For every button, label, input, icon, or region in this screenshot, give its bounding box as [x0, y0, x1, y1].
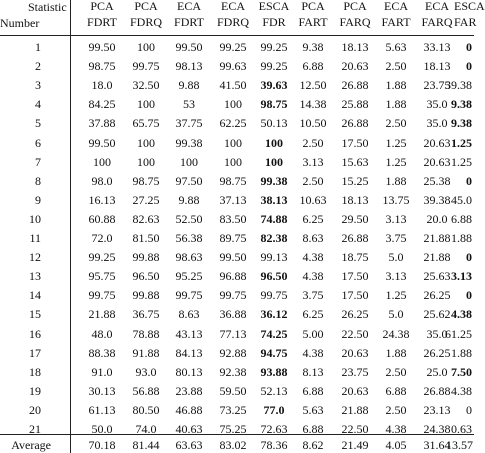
table-cell: 99.50	[88, 135, 116, 150]
table-cell: 25.38	[423, 173, 451, 188]
table-cell: 82.63	[132, 211, 160, 226]
table-cell: 1.88	[385, 173, 407, 188]
column-header-metric: FDRT	[174, 15, 204, 29]
table-cell: 72.0	[91, 231, 113, 245]
table-cell: 20.63	[423, 154, 451, 169]
table-cell: 96.50	[132, 269, 160, 284]
table-cell: 99.50	[219, 250, 247, 265]
table-cell: 17.50	[341, 135, 369, 150]
table-cell: 84.13	[175, 345, 203, 360]
column-header-metric: FDRT	[87, 15, 117, 29]
row-number: 20	[29, 402, 41, 417]
table-cell: 26.25	[341, 307, 369, 322]
table-cell: 100	[137, 135, 155, 150]
table-cell: 23.75	[423, 78, 451, 93]
table-cell: 100	[265, 135, 283, 150]
table-cell: 92.88	[219, 345, 247, 360]
table-cell: 99.63	[219, 59, 247, 74]
table-cell: 16.13	[88, 192, 116, 207]
table-cell: 1.88	[451, 231, 472, 245]
average-cell: 8.62	[302, 438, 324, 452]
table-cell: 25.88	[341, 97, 369, 112]
column-header-method: PCA	[343, 0, 367, 13]
table-cell: 1.88	[385, 345, 407, 360]
table-cell: 5.63	[385, 40, 407, 54]
table-cell: 3.13	[302, 154, 324, 169]
table-cell: 59.50	[219, 383, 247, 398]
table-cell: 98.0	[91, 173, 113, 188]
table-cell: 50.0	[91, 422, 113, 436]
table-cell: 4.38	[302, 345, 324, 360]
table-cell: 33.13	[423, 40, 451, 54]
corner-statistic-label: Statistic	[28, 0, 67, 14]
table-cell: 38.13	[260, 192, 288, 207]
table-cell: 18.13	[423, 59, 451, 74]
table-cell: 1.25	[451, 154, 472, 169]
table-cell: 9.38	[451, 116, 472, 131]
table-cell: 25.0	[426, 364, 448, 379]
table-cell: 6.25	[302, 211, 324, 226]
table-cell: 48.0	[91, 326, 113, 341]
table-cell: 24.38	[423, 422, 451, 436]
table-cell: 18.0	[91, 78, 113, 93]
row-number: 10	[29, 211, 41, 226]
header-rule	[0, 35, 474, 36]
table-cell: 46.88	[175, 402, 203, 417]
table-cell: 52.13	[260, 383, 288, 398]
table-cell: 1.88	[451, 345, 472, 360]
table-cell: 2.50	[302, 135, 324, 150]
table-cell: 9.38	[302, 40, 324, 54]
column-header-method: ECA	[425, 0, 449, 13]
row-label-divider	[70, 0, 71, 453]
table-cell: 91.88	[132, 345, 160, 360]
table-cell: 0	[466, 173, 472, 188]
table-cell: 2.50	[385, 59, 407, 74]
table-cell: 91.0	[91, 364, 113, 379]
table-cell: 98.75	[219, 173, 247, 188]
table-cell: 20.63	[341, 383, 369, 398]
table-cell: 23.13	[423, 402, 451, 417]
table-cell: 56.38	[175, 231, 203, 245]
table-cell: 100	[93, 154, 111, 169]
column-header-method: ESCA	[258, 0, 290, 13]
table-cell: 36.12	[260, 307, 288, 322]
table-cell: 89.75	[219, 231, 247, 245]
table-cell: 0	[466, 59, 472, 74]
table-cell: 6.88	[385, 383, 407, 398]
row-number: 13	[29, 269, 41, 284]
table-cell: 4.38	[385, 422, 407, 436]
table-cell: 96.50	[260, 269, 288, 284]
column-header-method: PCA	[301, 0, 325, 13]
table-cell: 37.13	[219, 192, 247, 207]
table-cell: 39.63	[260, 78, 288, 93]
column-header-method: ECA	[221, 0, 245, 13]
table-cell: 2.50	[385, 402, 407, 417]
table-cell: 15.25	[341, 173, 369, 188]
table-cell: 17.50	[341, 269, 369, 284]
average-cell: 31.64	[423, 438, 451, 452]
table-cell: 9.88	[178, 192, 200, 207]
average-cell: 83.02	[219, 438, 247, 452]
table-cell: 98.13	[175, 59, 203, 74]
row-number: 6	[35, 135, 41, 150]
table-cell: 20.63	[423, 135, 451, 150]
table-cell: 99.25	[219, 40, 247, 54]
table-cell: 40.63	[175, 422, 203, 436]
table-cell: 15.63	[341, 154, 369, 169]
table-cell: 23.75	[341, 364, 369, 379]
table-cell: 41.50	[219, 78, 247, 93]
table-cell: 0	[466, 402, 472, 417]
table-cell: 99.88	[132, 288, 160, 303]
table-cell: 74.25	[260, 326, 288, 341]
table-cell: 6.25	[302, 307, 324, 322]
average-cell: 4.05	[385, 438, 407, 452]
table-cell: 99.50	[175, 40, 203, 54]
table-cell: 6.88	[302, 422, 324, 436]
table-cell: 50.13	[260, 116, 288, 131]
table-cell: 92.38	[219, 364, 247, 379]
row-number: 18	[29, 364, 41, 379]
table-cell: 93.0	[135, 364, 157, 379]
row-number: 19	[29, 383, 41, 398]
table-cell: 39.38	[423, 192, 451, 207]
table-cell: 21.88	[423, 231, 451, 245]
row-number: 3	[35, 78, 41, 93]
table-cell: 100	[224, 97, 242, 112]
table-cell: 53	[183, 97, 195, 112]
table-cell: 61.25	[445, 326, 472, 341]
row-number: 7	[35, 154, 41, 169]
table-cell: 20.63	[341, 59, 369, 74]
table-cell: 1.25	[385, 135, 407, 150]
column-header-metric: FART	[381, 15, 411, 29]
table-cell: 35.0	[426, 97, 448, 112]
table-cell: 20.0	[426, 211, 448, 226]
average-label: Average	[11, 438, 51, 452]
row-number: 4	[35, 97, 41, 112]
table-cell: 77.13	[219, 326, 247, 341]
table-cell: 6.88	[451, 211, 472, 226]
table-cell: 0.63	[451, 422, 472, 436]
table-cell: 26.88	[341, 78, 369, 93]
column-header-metric: FDRQ	[129, 15, 162, 29]
table-cell: 99.75	[132, 59, 160, 74]
table-cell: 25.62	[423, 307, 451, 322]
table-cell: 1.88	[385, 78, 407, 93]
row-number: 8	[35, 173, 41, 188]
table-cell: 96.88	[219, 269, 247, 284]
table-cell: 26.88	[423, 383, 451, 398]
table-cell: 5.63	[302, 402, 324, 417]
table-cell: 100	[224, 135, 242, 150]
table-cell: 10.50	[299, 116, 327, 131]
row-number: 1	[35, 40, 41, 54]
table-cell: 100	[265, 154, 283, 169]
table-cell: 94.75	[260, 345, 288, 360]
column-header-method: ECA	[384, 0, 408, 13]
table-cell: 35.0	[426, 326, 448, 341]
table-cell: 10.63	[299, 192, 327, 207]
table-cell: 99.38	[175, 135, 203, 150]
column-header-metric: FDRQ	[216, 15, 249, 29]
table-cell: 18.75	[341, 250, 369, 265]
table-cell: 26.88	[341, 116, 369, 131]
table-cell: 81.50	[132, 231, 160, 245]
column-header-method: ESCA	[454, 0, 485, 13]
table-cell: 8.13	[302, 364, 324, 379]
table-cell: 95.75	[88, 269, 116, 284]
table-cell: 43.13	[175, 326, 203, 341]
row-number: 14	[29, 288, 41, 303]
table-cell: 83.50	[219, 211, 247, 226]
column-header-method: PCA	[134, 0, 158, 13]
table-cell: 29.50	[341, 211, 369, 226]
table-cell: 56.88	[132, 383, 160, 398]
table-cell: 1.88	[385, 97, 407, 112]
table-cell: 78.88	[132, 326, 160, 341]
table-cell: 3.75	[385, 231, 407, 245]
table-cell: 80.13	[175, 364, 203, 379]
table-cell: 7.50	[451, 364, 472, 379]
row-number: 15	[29, 307, 41, 322]
table-cell: 2.50	[302, 173, 324, 188]
table-cell: 37.88	[88, 116, 116, 131]
average-cell: 78.36	[260, 438, 288, 452]
table-cell: 21.88	[423, 250, 451, 265]
table-cell: 8.63	[178, 307, 200, 322]
table-cell: 77.0	[263, 402, 285, 417]
table-cell: 4.38	[302, 250, 324, 265]
table-cell: 2.50	[385, 116, 407, 131]
table-cell: 21.88	[341, 402, 369, 417]
table-cell: 62.25	[219, 116, 247, 131]
row-number: 5	[35, 116, 41, 131]
table-cell: 99.25	[260, 40, 288, 54]
average-cell: 70.18	[88, 438, 116, 452]
row-number: 11	[29, 231, 41, 245]
table-cell: 5.00	[302, 326, 324, 341]
table-cell: 13.75	[382, 192, 410, 207]
table-cell: 18.13	[341, 192, 369, 207]
table-cell: 1.25	[385, 154, 407, 169]
table-cell: 74.88	[260, 211, 288, 226]
table-cell: 73.25	[219, 402, 247, 417]
average-cell: 21.49	[341, 438, 369, 452]
table-cell: 74.0	[135, 422, 157, 436]
table-cell: 20.63	[341, 345, 369, 360]
table-cell: 3.13	[385, 211, 407, 226]
table-cell: 4.38	[451, 307, 472, 322]
table-cell: 35.0	[426, 116, 448, 131]
table-cell: 26.25	[423, 288, 451, 303]
table-cell: 75.25	[219, 422, 247, 436]
table-cell: 24.38	[382, 326, 410, 341]
table-cell: 22.50	[341, 326, 369, 341]
table-cell: 9.88	[178, 78, 200, 93]
table-cell: 5.0	[388, 307, 404, 322]
table-cell: 99.75	[260, 288, 288, 303]
table-cell: 3.13	[385, 269, 407, 284]
row-number: 16	[29, 326, 41, 341]
table-cell: 25.63	[423, 269, 451, 284]
table-cell: 65.75	[132, 116, 160, 131]
table-cell: 3.75	[302, 288, 324, 303]
table-cell: 36.88	[219, 307, 247, 322]
table-cell: 45.0	[451, 192, 472, 207]
table-cell: 99.75	[175, 288, 203, 303]
corner-number-label: Number	[0, 16, 40, 30]
table-cell: 99.88	[132, 250, 160, 265]
table-cell: 99.25	[88, 250, 116, 265]
table-cell: 0	[466, 250, 472, 265]
table-cell: 99.38	[260, 173, 288, 188]
average-cell: 81.44	[132, 438, 160, 452]
table-cell: 99.25	[260, 59, 288, 74]
table-cell: 99.75	[88, 288, 116, 303]
table-cell: 84.25	[88, 97, 116, 112]
table-cell: 12.50	[299, 78, 327, 93]
table-cell: 6.88	[302, 383, 324, 398]
table-cell: 6.88	[302, 59, 324, 74]
table-cell: 0	[466, 40, 472, 54]
table-cell: 99.13	[260, 250, 288, 265]
table-cell: 100	[137, 97, 155, 112]
table-cell: 72.63	[260, 422, 288, 436]
table-cell: 9.38	[451, 97, 472, 112]
average-cell: 13.57	[446, 438, 473, 452]
row-number: 9	[35, 192, 41, 207]
table-cell: 30.13	[88, 383, 116, 398]
table-cell: 100	[180, 154, 198, 169]
table-cell: 99.50	[88, 40, 116, 54]
table-cell: 39.38	[445, 78, 472, 93]
average-cell: 63.63	[175, 438, 203, 452]
row-number: 2	[35, 59, 41, 74]
column-header-metric: FART	[298, 15, 328, 29]
table-cell: 23.88	[175, 383, 203, 398]
table-cell: 32.50	[132, 78, 160, 93]
row-number: 12	[29, 250, 41, 265]
column-header-metric: FARQ	[421, 15, 453, 29]
table-cell: 98.75	[260, 97, 288, 112]
table-cell: 4.38	[451, 383, 472, 398]
column-header-method: ECA	[177, 0, 201, 13]
table-cell: 100	[137, 40, 155, 54]
table-cell: 100	[224, 154, 242, 169]
table-cell: 4.38	[302, 269, 324, 284]
column-header-metric: FDR	[262, 15, 286, 29]
table-cell: 5.0	[388, 250, 404, 265]
table-cell: 1.25	[385, 288, 407, 303]
table-cell: 37.75	[175, 116, 203, 131]
column-header-method: PCA	[90, 0, 114, 13]
table-cell: 80.50	[132, 402, 160, 417]
table-cell: 82.38	[260, 231, 288, 245]
row-number: 17	[29, 345, 41, 360]
table-cell: 61.13	[88, 402, 116, 417]
table-cell: 22.50	[341, 422, 369, 436]
table-cell: 17.50	[341, 288, 369, 303]
table-cell: 2.50	[385, 364, 407, 379]
table-cell: 98.75	[132, 173, 160, 188]
table-cell: 1.25	[451, 135, 472, 150]
table-cell: 93.88	[260, 364, 288, 379]
table-cell: 18.13	[341, 40, 369, 54]
table-cell: 0	[466, 288, 472, 303]
table-cell: 26.88	[341, 231, 369, 245]
table-cell: 88.38	[88, 345, 116, 360]
table-cell: 21.88	[88, 307, 116, 322]
table-cell: 60.88	[88, 211, 116, 226]
table-cell: 99.75	[219, 288, 247, 303]
table-cell: 8.63	[302, 231, 324, 245]
table-cell: 97.50	[175, 173, 203, 188]
table-cell: 100	[137, 154, 155, 169]
table-cell: 52.50	[175, 211, 203, 226]
table-cell: 3.13	[451, 269, 472, 284]
table-cell: 95.25	[175, 269, 203, 284]
table-cell: 98.75	[88, 59, 116, 74]
table-cell: 26.25	[423, 345, 451, 360]
table-cell: 27.25	[132, 192, 160, 207]
table-cell: 36.75	[132, 307, 160, 322]
column-header-metric: FARQ	[339, 15, 371, 29]
table-cell: 98.63	[175, 250, 203, 265]
column-header-metric: FAR	[454, 15, 477, 29]
row-number: 21	[29, 422, 41, 436]
table-cell: 14.38	[299, 97, 327, 112]
